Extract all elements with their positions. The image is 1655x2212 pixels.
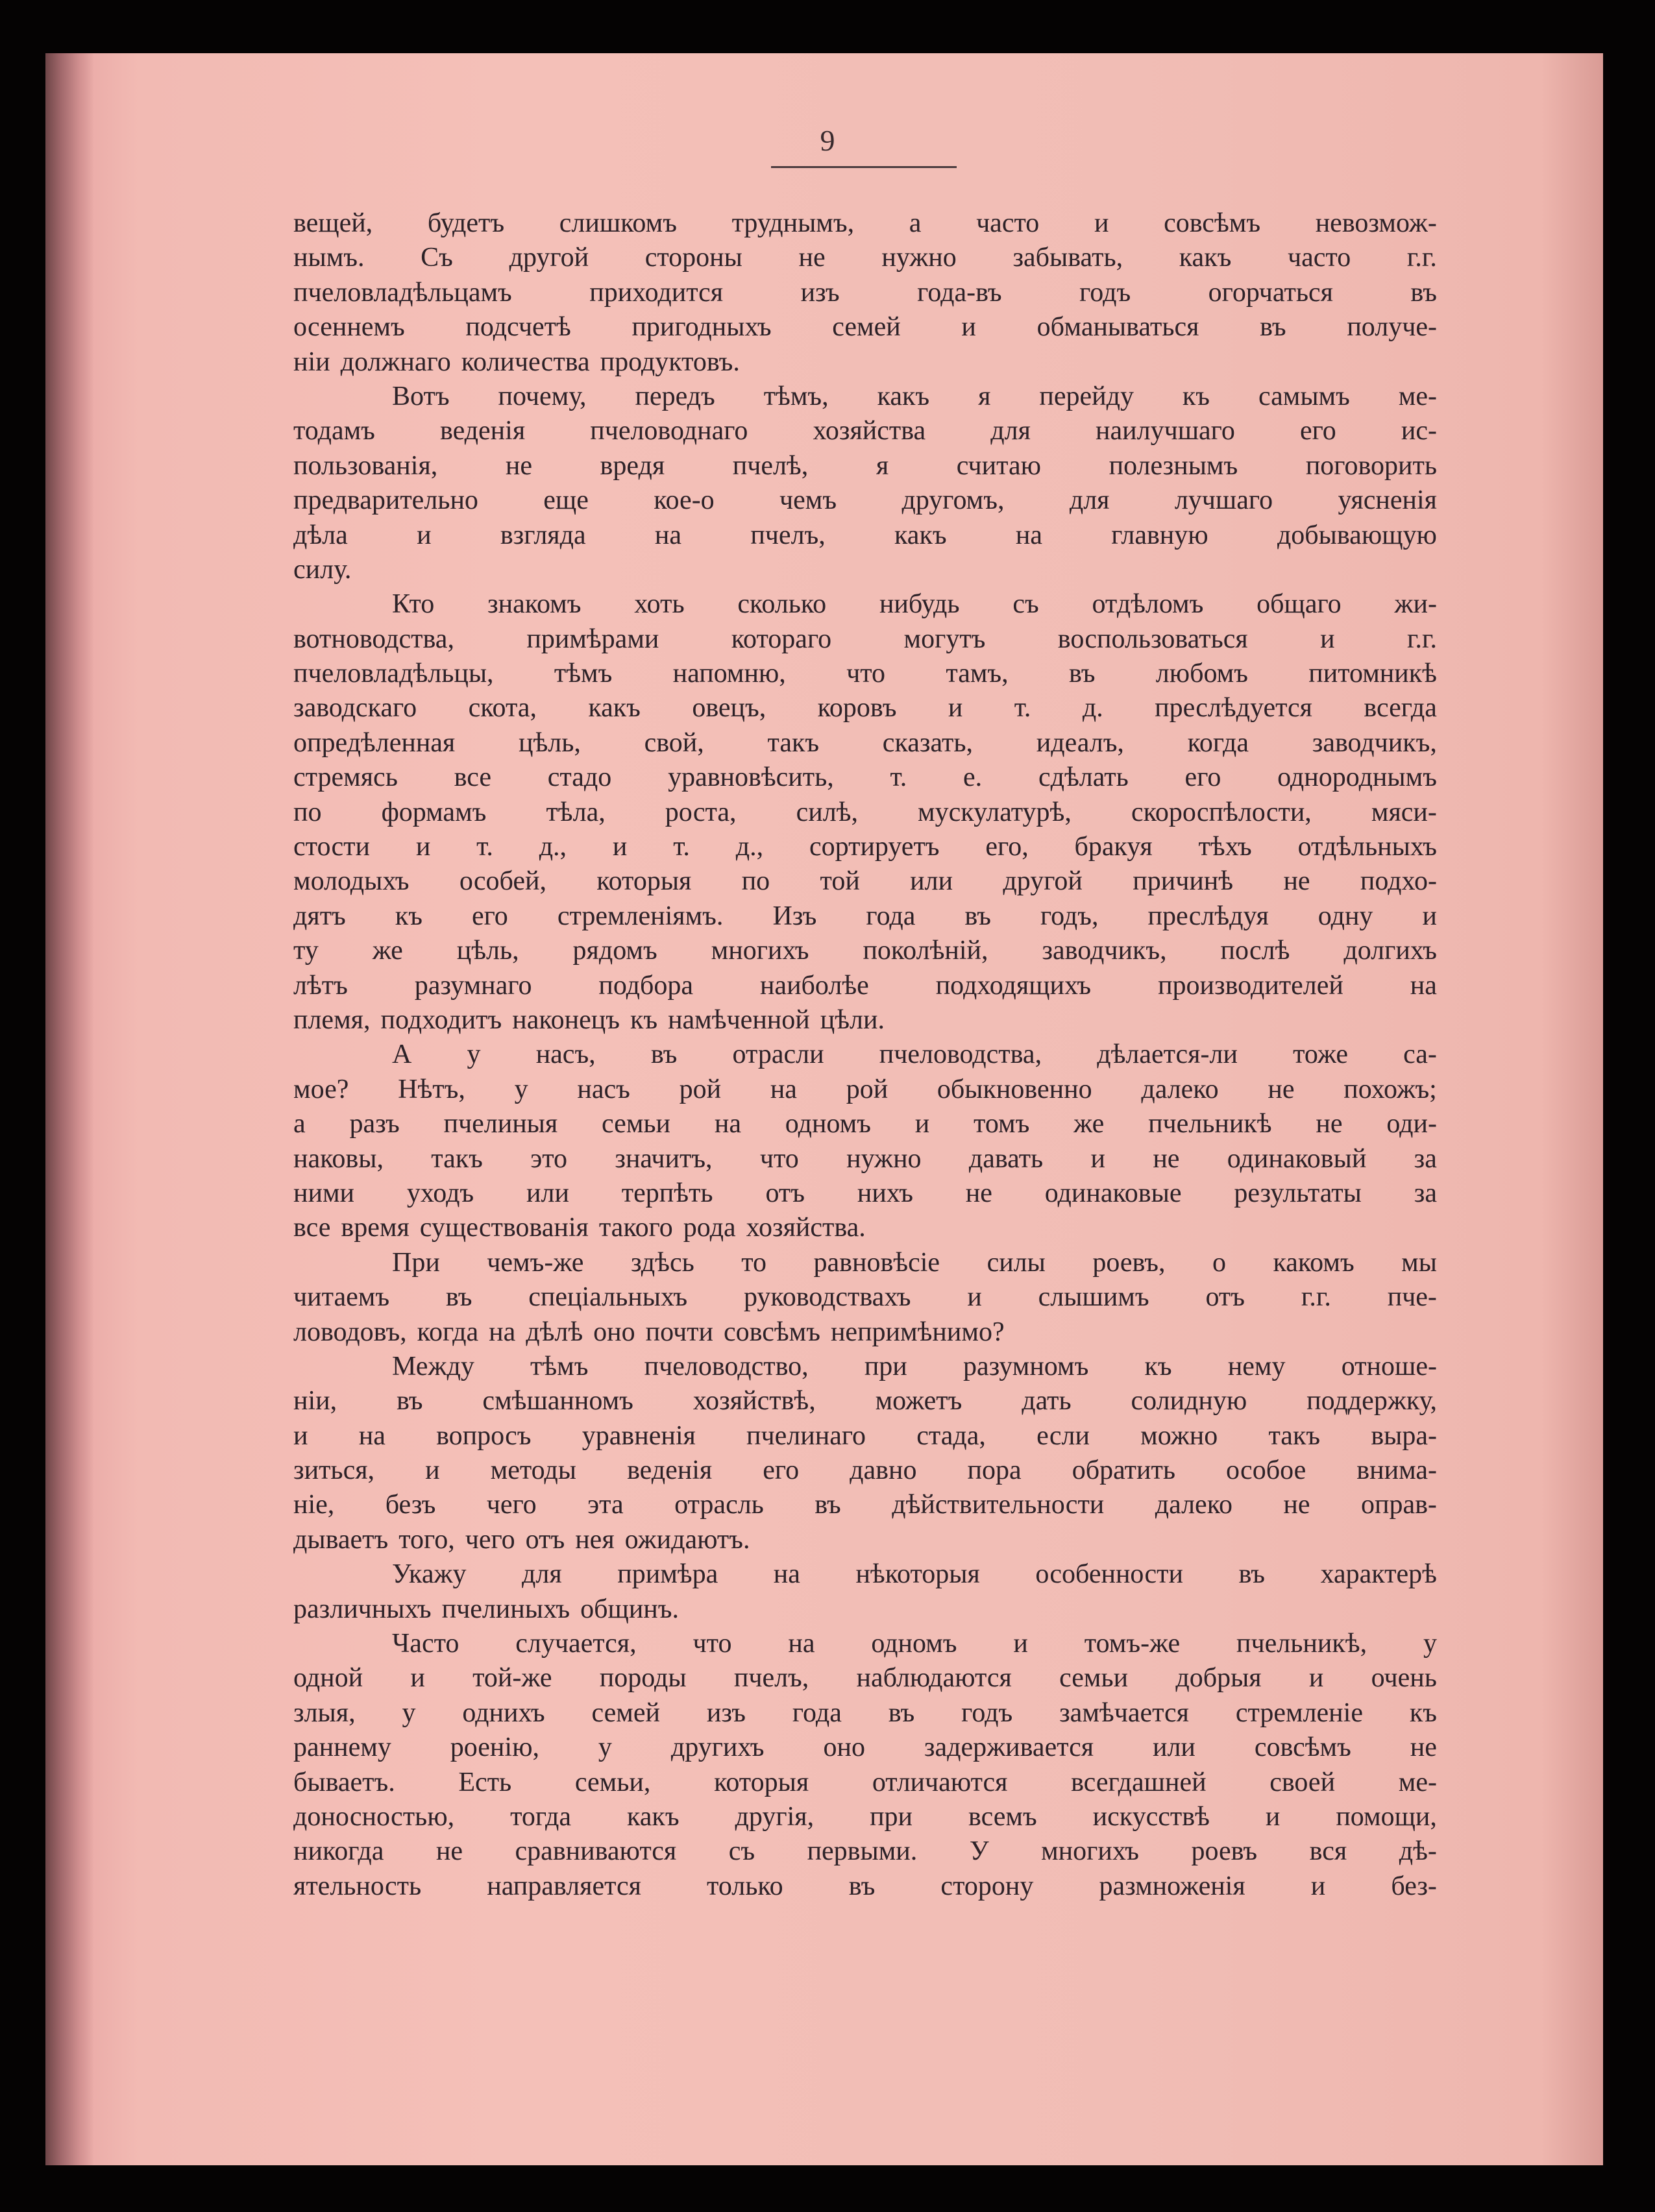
page-number: 9 bbox=[820, 124, 835, 157]
text-line: лѣтъ разумнаго подбора наиболѣе подходящихъ производителей на bbox=[293, 970, 1437, 1001]
text-line: молодыхъ особей, которыя по той или другой причинѣ не подхо- bbox=[293, 866, 1437, 897]
text-line: предварительно еще кое-о чемъ другомъ, для лучшаго уясненiя bbox=[293, 485, 1437, 516]
text-line: по формамъ тѣла, роста, силѣ, мускулатурѣ, скороспѣлости, мяси- bbox=[293, 797, 1437, 827]
header-rule bbox=[771, 166, 957, 168]
text-line: тодамъ веденiя пчеловоднаго хозяйства для наилучшаго его ис- bbox=[293, 416, 1437, 446]
text-line: мое? Нѣтъ, у насъ рой на рой обыкновенно далеко не похожъ; bbox=[293, 1074, 1437, 1104]
text-line: стости и т. д., и т. д., сортируетъ его, бракуя тѣхъ отдѣльныхъ bbox=[293, 832, 1437, 862]
text-line: доносностью, тогда какъ другiя, при всемъ искусствѣ и помощи, bbox=[293, 1801, 1437, 1832]
body-text bbox=[293, 206, 1437, 1904]
text-line: пчеловладѣльцамъ приходится изъ года-въ годъ огорчаться въ bbox=[293, 277, 1437, 308]
text-line: Вотъ почему, передъ тѣмъ, какъ я перейду къ самымъ ме- bbox=[392, 381, 1437, 411]
text-line: Укажу для примѣра на нѣкоторыя особенности въ характерѣ bbox=[392, 1559, 1437, 1590]
text-line: никогда не сравниваются съ первыми. У многихъ роевъ вся дѣ- bbox=[293, 1836, 1437, 1867]
text-line: читаемъ въ спецiальныхъ руководствахъ и слышимъ отъ г.г. пче- bbox=[293, 1282, 1437, 1313]
page-gutter-shadow bbox=[45, 53, 94, 2165]
text-line: Между тѣмъ пчеловодство, при разумномъ къ нему отноше- bbox=[392, 1351, 1437, 1381]
text-line: ловодовъ, когда на дѣлѣ оно почти совсѣмъ непримѣнимо? bbox=[293, 1317, 1005, 1347]
text-line: различныхъ пчелиныхъ общинъ. bbox=[293, 1594, 679, 1624]
text-line: пчеловладѣльцы, тѣмъ напомню, что тамъ, въ любомъ питомникѣ bbox=[293, 659, 1437, 689]
text-line: Кто знакомъ хоть сколько нибудь съ отдѣломъ общаго жи- bbox=[392, 589, 1437, 620]
text-line: нiи, въ смѣшанномъ хозяйствѣ, можетъ дать солидную поддержку, bbox=[293, 1386, 1437, 1416]
text-line: злыя, у однихъ семей изъ года въ годъ замѣчается стремленiе къ bbox=[293, 1697, 1437, 1728]
text-line: ятельность направляется только въ сторону размноженiя и без- bbox=[293, 1871, 1437, 1901]
text-line: При чемъ-же здѣсь то равновѣсiе силы роевъ, о какомъ мы bbox=[392, 1247, 1437, 1278]
text-line: одной и той-же породы пчелъ, наблюдаются семьи добрыя и очень bbox=[293, 1663, 1437, 1694]
text-line: дываетъ того, чего отъ нея ожидаютъ. bbox=[293, 1524, 750, 1555]
text-line: нымъ. Съ другой стороны не нужно забывать, какъ часто г.г. bbox=[293, 243, 1437, 273]
text-line: зиться, и методы веденiя его давно пора обратить особое внима- bbox=[293, 1455, 1437, 1486]
text-line: ними уходъ или терпѣть отъ нихъ не одинаковые результаты за bbox=[293, 1178, 1437, 1208]
text-line: А у насъ, въ отрасли пчеловодства, дѣлается-ли тоже са- bbox=[392, 1039, 1437, 1070]
text-line: все время существованiя такого рода хозяйства. bbox=[293, 1213, 866, 1243]
text-line: бываетъ. Есть семьи, которыя отличаются всегдашней своей ме- bbox=[293, 1767, 1437, 1797]
text-line: наковы, такъ это значитъ, что нужно давать и не одинаковый за bbox=[293, 1143, 1437, 1174]
text-line: пользованiя, не вредя пчелѣ, я считаю полезнымъ поговорить bbox=[293, 450, 1437, 481]
text-line: осеннемъ подсчетѣ пригодныхъ семей и обманываться въ получе- bbox=[293, 312, 1437, 343]
text-line: заводскаго скота, какъ овецъ, коровъ и т. д. преслѣдуется всегда bbox=[293, 693, 1437, 723]
text-line: и на вопросъ уравненiя пчелинаго стада, если можно такъ выра- bbox=[293, 1420, 1437, 1451]
text-line: ту же цѣль, рядомъ многихъ поколѣнiй, заводчикъ, послѣ долгихъ bbox=[293, 936, 1437, 966]
text-line: а разъ пчелиныя семьи на одномъ и томъ же пчельникѣ не оди- bbox=[293, 1109, 1437, 1139]
text-line: нiи должнаго количества продуктовъ. bbox=[293, 346, 740, 377]
text-line: дѣла и взгляда на пчелъ, какъ на главную добывающую bbox=[293, 520, 1437, 550]
text-line: силу. bbox=[293, 554, 352, 585]
text-line: вотноводства, примѣрами котораго могутъ воспользоваться и г.г. bbox=[293, 624, 1437, 654]
text-line: дятъ къ его стремленiямъ. Изъ года въ годъ, преслѣдуя одну и bbox=[293, 901, 1437, 931]
text-line: Часто случается, что на одномъ и томъ-же пчельникѣ, у bbox=[392, 1629, 1437, 1659]
text-line: раннему роенiю, у другихъ оно задерживается или совсѣмъ не bbox=[293, 1732, 1437, 1763]
text-line: племя, подходитъ наконецъ къ намѣченной цѣли. bbox=[293, 1004, 885, 1035]
text-line: стремясь все стадо уравновѣсить, т. е. сдѣлать его однороднымъ bbox=[293, 762, 1437, 793]
text-line: вещей, будетъ слишкомъ труднымъ, а часто и совсѣмъ невозмож- bbox=[293, 208, 1437, 238]
text-line: опредѣленная цѣль, свой, такъ сказать, идеалъ, когда заводчикъ, bbox=[293, 727, 1437, 758]
text-line: нiе, безъ чего эта отрасль въ дѣйствительности далеко не оправ- bbox=[293, 1490, 1437, 1520]
